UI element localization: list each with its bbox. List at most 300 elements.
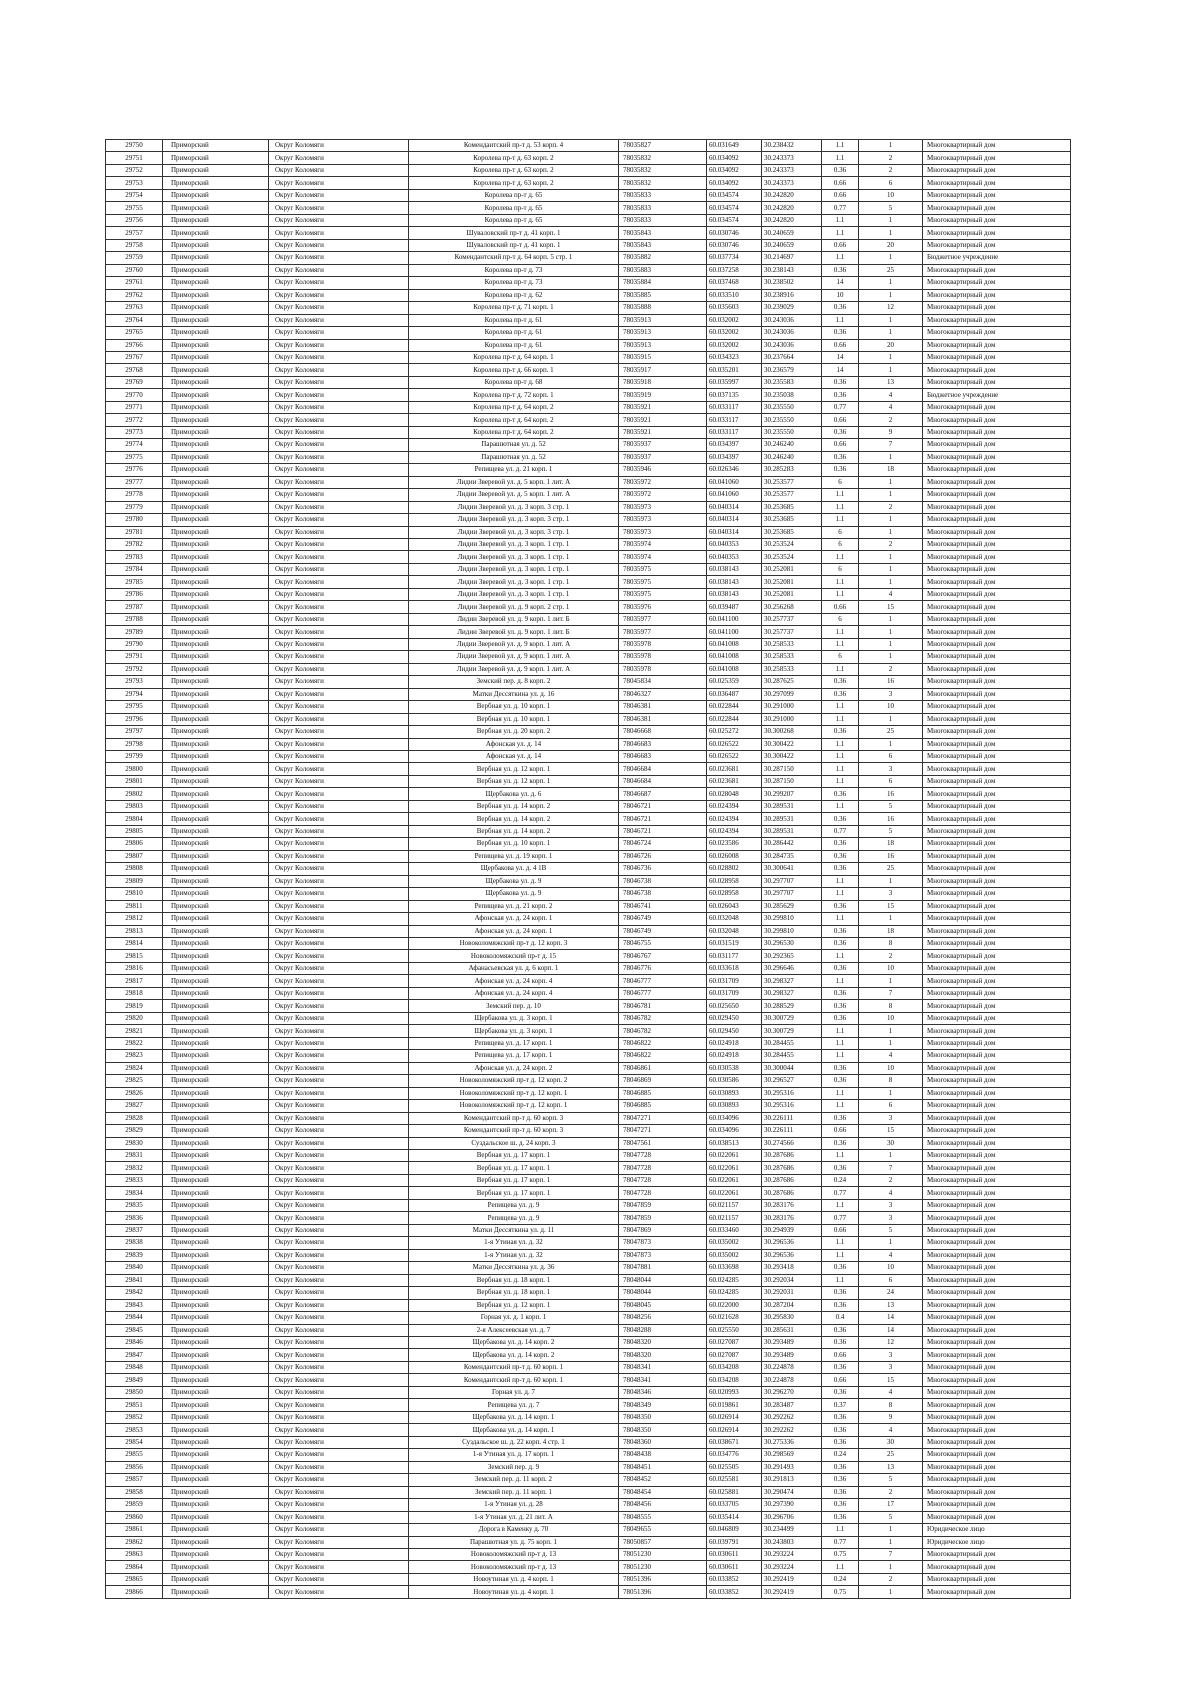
latitude-cell: 60.041060 [707, 476, 762, 488]
value-cell: 0.36 [822, 264, 859, 276]
address-cell: Комендантский пр-т д. 60 корп. 3 [409, 1112, 619, 1124]
count-cell: 8 [859, 938, 923, 950]
code-cell: 78035913 [619, 339, 707, 351]
address-cell: Щербакова ул. д. 14 корп. 1 [409, 1424, 619, 1436]
table-row [106, 838, 1071, 850]
count-cell: 8 [859, 1075, 923, 1087]
address-cell: Новоколомяжский пр-т д. 13 [409, 1548, 619, 1560]
row-number-cell: 29861 [106, 1524, 163, 1536]
row-number-cell: 29762 [106, 289, 163, 301]
table-row [106, 1037, 1071, 1049]
code-cell: 78050857 [619, 1536, 707, 1548]
value-cell: 1.1 [822, 551, 859, 563]
address-cell: Земский пер. д. 11 корп. 2 [409, 1474, 619, 1486]
object-type-cell: Многоквартирный дом [923, 1561, 1071, 1573]
municipal-okrug-cell: Округ Коломяги [269, 1287, 409, 1299]
value-cell: 0.77 [822, 1187, 859, 1199]
count-cell: 1 [859, 140, 923, 152]
value-cell: 1.1 [822, 701, 859, 713]
count-cell: 17 [859, 1499, 923, 1511]
district-cell: Приморский [163, 1249, 269, 1261]
longitude-cell: 30.291813 [762, 1474, 822, 1486]
longitude-cell: 30.298327 [762, 987, 822, 999]
object-type-cell: Многоквартирный дом [923, 938, 1071, 950]
municipal-okrug-cell: Округ Коломяги [269, 189, 409, 201]
value-cell: 0.36 [822, 1499, 859, 1511]
address-cell: Королева пр-т д. 71 корп. 1 [409, 302, 619, 314]
address-cell: Щербакова ул. д. 14 корп. 2 [409, 1337, 619, 1349]
code-cell: 78046781 [619, 1000, 707, 1012]
longitude-cell: 30.300641 [762, 863, 822, 875]
latitude-cell: 60.029450 [707, 1012, 762, 1024]
value-cell: 1.1 [822, 140, 859, 152]
municipal-okrug-cell: Округ Коломяги [269, 514, 409, 526]
latitude-cell: 60.026914 [707, 1424, 762, 1436]
count-cell: 3 [859, 1212, 923, 1224]
address-cell: Королева пр-т д. 73 [409, 277, 619, 289]
object-type-cell: Многоквартирный дом [923, 601, 1071, 613]
object-type-cell: Многоквартирный дом [923, 1125, 1071, 1137]
latitude-cell: 60.031709 [707, 987, 762, 999]
address-cell: Королева пр-т д. 72 корп. 1 [409, 389, 619, 401]
latitude-cell: 60.026043 [707, 900, 762, 912]
latitude-cell: 60.025359 [707, 676, 762, 688]
longitude-cell: 30.238916 [762, 289, 822, 301]
count-cell: 2 [859, 501, 923, 513]
value-cell: 1.1 [822, 489, 859, 501]
table-row [106, 962, 1071, 974]
address-cell: Щербакова ул. д. 3 корп. 1 [409, 1012, 619, 1024]
row-number-cell: 29801 [106, 775, 163, 787]
value-cell: 1.1 [822, 214, 859, 226]
longitude-cell: 30.243036 [762, 327, 822, 339]
table-row [106, 1411, 1071, 1423]
code-cell: 78047728 [619, 1187, 707, 1199]
count-cell: 3 [859, 1349, 923, 1361]
count-cell: 1 [859, 738, 923, 750]
address-cell: Лидии Зверевой ул. д. 3 корп. 1 стр. 1 [409, 588, 619, 600]
code-cell: 78046738 [619, 888, 707, 900]
object-type-cell: Многоквартирный дом [923, 1573, 1071, 1585]
code-cell: 78048350 [619, 1424, 707, 1436]
latitude-cell: 60.033852 [707, 1586, 762, 1598]
address-cell: Репищева ул. д. 7 [409, 1399, 619, 1411]
table-row [106, 476, 1071, 488]
code-cell: 78035978 [619, 638, 707, 650]
district-cell: Приморский [163, 838, 269, 850]
longitude-cell: 30.299207 [762, 788, 822, 800]
object-type-cell: Многоквартирный дом [923, 676, 1071, 688]
row-number-cell: 29827 [106, 1100, 163, 1112]
count-cell: 16 [859, 676, 923, 688]
object-type-cell: Многоквартирный дом [923, 351, 1071, 363]
table-row [106, 1361, 1071, 1373]
address-cell: Лидии Зверевой ул. д. 3 корп. 1 стр. 1 [409, 551, 619, 563]
code-cell: 78048288 [619, 1324, 707, 1336]
value-cell: 0.36 [822, 1386, 859, 1398]
code-cell: 78046767 [619, 950, 707, 962]
code-cell: 78046741 [619, 900, 707, 912]
count-cell: 4 [859, 1386, 923, 1398]
object-type-cell: Многоквартирный дом [923, 539, 1071, 551]
value-cell: 1.1 [822, 950, 859, 962]
longitude-cell: 30.283487 [762, 1399, 822, 1411]
value-cell: 1.1 [822, 713, 859, 725]
table-row [106, 1424, 1071, 1436]
object-type-cell: Многоквартирный дом [923, 1162, 1071, 1174]
longitude-cell: 30.240659 [762, 227, 822, 239]
latitude-cell: 60.026346 [707, 464, 762, 476]
code-cell: 78035882 [619, 252, 707, 264]
longitude-cell: 30.292034 [762, 1274, 822, 1286]
count-cell: 8 [859, 1000, 923, 1012]
address-cell: Шуваловский пр-т д. 41 корп. 1 [409, 227, 619, 239]
code-cell: 78046684 [619, 763, 707, 775]
code-cell: 78035843 [619, 239, 707, 251]
count-cell: 6 [859, 750, 923, 762]
municipal-okrug-cell: Округ Коломяги [269, 626, 409, 638]
municipal-okrug-cell: Округ Коломяги [269, 164, 409, 176]
district-cell: Приморский [163, 651, 269, 663]
address-cell: Лидии Зверевой ул. д. 9 корп. 1 лит. А [409, 663, 619, 675]
code-cell: 78046687 [619, 788, 707, 800]
count-cell: 6 [859, 1274, 923, 1286]
value-cell: 0.36 [822, 1411, 859, 1423]
district-cell: Приморский [163, 314, 269, 326]
count-cell: 25 [859, 1449, 923, 1461]
value-cell: 1.1 [822, 638, 859, 650]
code-cell: 78046721 [619, 800, 707, 812]
municipal-okrug-cell: Округ Коломяги [269, 277, 409, 289]
table-row [106, 1075, 1071, 1087]
value-cell: 1.1 [822, 888, 859, 900]
object-type-cell: Многоквартирный дом [923, 613, 1071, 625]
table-row [106, 164, 1071, 176]
object-type-cell: Многоквартирный дом [923, 688, 1071, 700]
latitude-cell: 60.028958 [707, 875, 762, 887]
table-row [106, 663, 1071, 675]
table-row [106, 1299, 1071, 1311]
object-type-cell: Многоквартирный дом [923, 1499, 1071, 1511]
value-cell: 0.36 [822, 1012, 859, 1024]
object-type-cell: Многоквартирный дом [923, 1075, 1071, 1087]
code-cell: 78045834 [619, 676, 707, 688]
object-type-cell: Многоквартирный дом [923, 1149, 1071, 1161]
latitude-cell: 60.025581 [707, 1474, 762, 1486]
municipal-okrug-cell: Округ Коломяги [269, 1436, 409, 1448]
district-cell: Приморский [163, 925, 269, 937]
code-cell: 78035974 [619, 539, 707, 551]
table-row [106, 1399, 1071, 1411]
table-row [106, 813, 1071, 825]
value-cell: 0.37 [822, 1399, 859, 1411]
count-cell: 10 [859, 1012, 923, 1024]
object-type-cell: Многоквартирный дом [923, 152, 1071, 164]
address-cell: Матки Дессяткина ул. д. 16 [409, 688, 619, 700]
latitude-cell: 60.024285 [707, 1287, 762, 1299]
value-cell: 1.1 [822, 576, 859, 588]
value-cell: 0.66 [822, 1374, 859, 1386]
count-cell: 6 [859, 775, 923, 787]
value-cell: 0.36 [822, 1361, 859, 1373]
longitude-cell: 30.287625 [762, 676, 822, 688]
row-number-cell: 29819 [106, 1000, 163, 1012]
value-cell: 0.36 [822, 1000, 859, 1012]
object-type-cell: Многоквартирный дом [923, 239, 1071, 251]
latitude-cell: 60.028802 [707, 863, 762, 875]
object-type-cell: Многоквартирный дом [923, 825, 1071, 837]
municipal-okrug-cell: Округ Коломяги [269, 252, 409, 264]
municipal-okrug-cell: Округ Коломяги [269, 227, 409, 239]
object-type-cell: Многоквартирный дом [923, 1436, 1071, 1448]
district-cell: Приморский [163, 1012, 269, 1024]
municipal-okrug-cell: Округ Коломяги [269, 813, 409, 825]
latitude-cell: 60.040353 [707, 539, 762, 551]
address-cell: Лидии Зверевой ул. д. 9 корп. 1 лит. А [409, 651, 619, 663]
longitude-cell: 30.256268 [762, 601, 822, 613]
longitude-cell: 30.235550 [762, 426, 822, 438]
value-cell: 0.36 [822, 1424, 859, 1436]
code-cell: 78048256 [619, 1312, 707, 1324]
longitude-cell: 30.298327 [762, 975, 822, 987]
count-cell: 7 [859, 439, 923, 451]
municipal-okrug-cell: Округ Коломяги [269, 140, 409, 152]
value-cell: 1.1 [822, 152, 859, 164]
count-cell: 2 [859, 950, 923, 962]
district-cell: Приморский [163, 1361, 269, 1373]
count-cell: 4 [859, 1424, 923, 1436]
code-cell: 78046683 [619, 750, 707, 762]
row-number-cell: 29775 [106, 451, 163, 463]
address-cell: Новоколомяжский пр-т д. 12 корп. 3 [409, 938, 619, 950]
table-row [106, 788, 1071, 800]
address-cell: Комендантский пр-т д. 64 корп. 5 стр. 1 [409, 252, 619, 264]
latitude-cell: 60.022061 [707, 1149, 762, 1161]
table-row [106, 613, 1071, 625]
municipal-okrug-cell: Округ Коломяги [269, 900, 409, 912]
municipal-okrug-cell: Округ Коломяги [269, 775, 409, 787]
count-cell: 5 [859, 800, 923, 812]
count-cell: 4 [859, 401, 923, 413]
value-cell: 1.1 [822, 738, 859, 750]
object-type-cell: Многоквартирный дом [923, 501, 1071, 513]
district-cell: Приморский [163, 1461, 269, 1473]
longitude-cell: 30.287150 [762, 775, 822, 787]
longitude-cell: 30.242820 [762, 202, 822, 214]
district-cell: Приморский [163, 376, 269, 388]
district-cell: Приморский [163, 1287, 269, 1299]
municipal-okrug-cell: Округ Коломяги [269, 302, 409, 314]
district-cell: Приморский [163, 601, 269, 613]
value-cell: 0.24 [822, 1174, 859, 1186]
latitude-cell: 60.024394 [707, 813, 762, 825]
table-row [106, 1548, 1071, 1560]
district-cell: Приморский [163, 825, 269, 837]
row-number-cell: 29788 [106, 613, 163, 625]
longitude-cell: 30.243373 [762, 164, 822, 176]
table-row [106, 863, 1071, 875]
value-cell: 1.1 [822, 663, 859, 675]
latitude-cell: 60.027087 [707, 1337, 762, 1349]
district-cell: Приморский [163, 351, 269, 363]
address-cell: Комендантский пр-т д. 53 корп. 4 [409, 140, 619, 152]
municipal-okrug-cell: Округ Коломяги [269, 1237, 409, 1249]
district-cell: Приморский [163, 900, 269, 912]
object-type-cell: Многоквартирный дом [923, 1474, 1071, 1486]
longitude-cell: 30.235550 [762, 401, 822, 413]
district-cell: Приморский [163, 164, 269, 176]
district-cell: Приморский [163, 863, 269, 875]
municipal-okrug-cell: Округ Коломяги [269, 588, 409, 600]
municipal-okrug-cell: Округ Коломяги [269, 214, 409, 226]
value-cell: 0.36 [822, 726, 859, 738]
municipal-okrug-cell: Округ Коломяги [269, 1050, 409, 1062]
value-cell: 1.1 [822, 875, 859, 887]
value-cell: 0.36 [822, 376, 859, 388]
latitude-cell: 60.024918 [707, 1037, 762, 1049]
count-cell: 1 [859, 1037, 923, 1049]
latitude-cell: 60.034397 [707, 451, 762, 463]
value-cell: 0.66 [822, 189, 859, 201]
row-number-cell: 29806 [106, 838, 163, 850]
table-row [106, 1237, 1071, 1249]
count-cell: 3 [859, 888, 923, 900]
municipal-okrug-cell: Округ Коломяги [269, 1424, 409, 1436]
latitude-cell: 60.028048 [707, 788, 762, 800]
code-cell: 78048454 [619, 1486, 707, 1498]
object-type-cell: Многоквартирный дом [923, 364, 1071, 376]
latitude-cell: 60.034574 [707, 189, 762, 201]
row-number-cell: 29770 [106, 389, 163, 401]
address-cell: Вербная ул. д. 10 корп. 1 [409, 701, 619, 713]
municipal-okrug-cell: Округ Коломяги [269, 414, 409, 426]
municipal-okrug-cell: Округ Коломяги [269, 202, 409, 214]
row-number-cell: 29792 [106, 663, 163, 675]
table-row [106, 1573, 1071, 1585]
table-row [106, 1125, 1071, 1137]
count-cell: 7 [859, 1548, 923, 1560]
object-type-cell: Многоквартирный дом [923, 264, 1071, 276]
row-number-cell: 29842 [106, 1287, 163, 1299]
longitude-cell: 30.291000 [762, 713, 822, 725]
value-cell: 1.1 [822, 1037, 859, 1049]
object-type-cell: Многоквартирный дом [923, 900, 1071, 912]
row-number-cell: 29808 [106, 863, 163, 875]
row-number-cell: 29818 [106, 987, 163, 999]
table-row [106, 426, 1071, 438]
municipal-okrug-cell: Округ Коломяги [269, 763, 409, 775]
longitude-cell: 30.284455 [762, 1050, 822, 1062]
address-cell: Новоутиная ул. д. 4 корп. 1 [409, 1586, 619, 1598]
table-row [106, 588, 1071, 600]
district-cell: Приморский [163, 526, 269, 538]
object-type-cell: Многоквартирный дом [923, 551, 1071, 563]
latitude-cell: 60.026522 [707, 750, 762, 762]
count-cell: 4 [859, 1187, 923, 1199]
address-cell: 1-я Утиная ул. д. 32 [409, 1249, 619, 1261]
longitude-cell: 30.293418 [762, 1262, 822, 1274]
district-cell: Приморский [163, 875, 269, 887]
code-cell: 78035977 [619, 626, 707, 638]
address-cell: Афонская ул. д. 24 корп. 1 [409, 913, 619, 925]
count-cell: 6 [859, 1100, 923, 1112]
latitude-cell: 60.025505 [707, 1461, 762, 1473]
district-cell: Приморский [163, 1511, 269, 1523]
value-cell: 0.36 [822, 1299, 859, 1311]
address-cell: Репищева ул. д. 9 [409, 1199, 619, 1211]
object-type-cell: Многоквартирный дом [923, 863, 1071, 875]
row-number-cell: 29835 [106, 1199, 163, 1211]
municipal-okrug-cell: Округ Коломяги [269, 713, 409, 725]
longitude-cell: 30.253524 [762, 551, 822, 563]
count-cell: 3 [859, 763, 923, 775]
longitude-cell: 30.300422 [762, 738, 822, 750]
table-row [106, 638, 1071, 650]
value-cell: 0.36 [822, 813, 859, 825]
row-number-cell: 29787 [106, 601, 163, 613]
count-cell: 1 [859, 913, 923, 925]
municipal-okrug-cell: Округ Коломяги [269, 1212, 409, 1224]
municipal-okrug-cell: Округ Коломяги [269, 289, 409, 301]
row-number-cell: 29786 [106, 588, 163, 600]
count-cell: 3 [859, 1112, 923, 1124]
address-cell: Комендантский пр-т д. 60 корп. 1 [409, 1361, 619, 1373]
row-number-cell: 29846 [106, 1337, 163, 1349]
code-cell: 78035888 [619, 302, 707, 314]
code-cell: 78047728 [619, 1174, 707, 1186]
municipal-okrug-cell: Округ Коломяги [269, 1474, 409, 1486]
row-number-cell: 29772 [106, 414, 163, 426]
municipal-okrug-cell: Округ Коломяги [269, 1199, 409, 1211]
municipal-okrug-cell: Округ Коломяги [269, 688, 409, 700]
row-number-cell: 29862 [106, 1536, 163, 1548]
row-number-cell: 29856 [106, 1461, 163, 1473]
code-cell: 78046738 [619, 875, 707, 887]
district-cell: Приморский [163, 813, 269, 825]
count-cell: 25 [859, 863, 923, 875]
longitude-cell: 30.298569 [762, 1449, 822, 1461]
district-cell: Приморский [163, 227, 269, 239]
code-cell: 78035832 [619, 164, 707, 176]
value-cell: 0.36 [822, 1436, 859, 1448]
address-cell: 1-я Утиная ул. д. 28 [409, 1499, 619, 1511]
longitude-cell: 30.257737 [762, 613, 822, 625]
value-cell: 1.1 [822, 913, 859, 925]
row-number-cell: 29854 [106, 1436, 163, 1448]
code-cell: 78046869 [619, 1075, 707, 1087]
municipal-okrug-cell: Округ Коломяги [269, 1411, 409, 1423]
row-number-cell: 29795 [106, 701, 163, 713]
municipal-okrug-cell: Округ Коломяги [269, 800, 409, 812]
latitude-cell: 60.022061 [707, 1162, 762, 1174]
object-type-cell: Многоквартирный дом [923, 875, 1071, 887]
latitude-cell: 60.030586 [707, 1075, 762, 1087]
row-number-cell: 29769 [106, 376, 163, 388]
table-row [106, 214, 1071, 226]
code-cell: 78048350 [619, 1411, 707, 1423]
count-cell: 1 [859, 563, 923, 575]
row-number-cell: 29809 [106, 875, 163, 887]
object-type-cell: Многоквартирный дом [923, 339, 1071, 351]
row-number-cell: 29778 [106, 489, 163, 501]
code-cell: 78035978 [619, 651, 707, 663]
row-number-cell: 29783 [106, 551, 163, 563]
code-cell: 78047881 [619, 1262, 707, 1274]
value-cell: 0.77 [822, 401, 859, 413]
municipal-okrug-cell: Округ Коломяги [269, 726, 409, 738]
municipal-okrug-cell: Округ Коломяги [269, 950, 409, 962]
row-number-cell: 29759 [106, 252, 163, 264]
